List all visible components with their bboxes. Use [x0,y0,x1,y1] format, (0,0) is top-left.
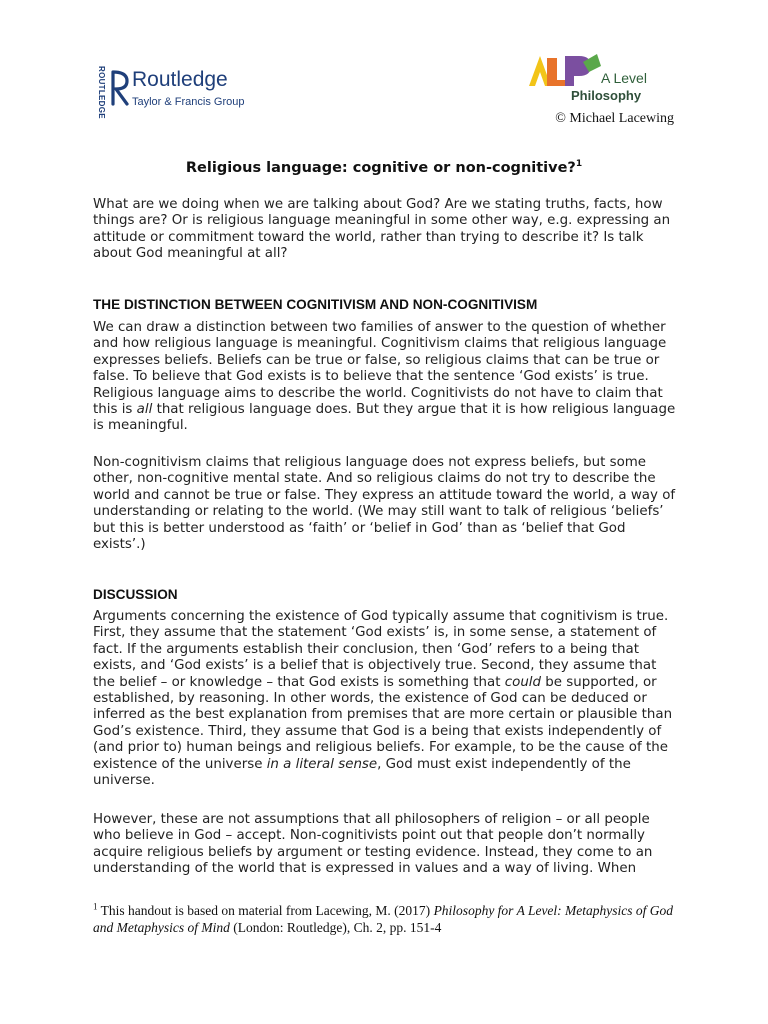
footnote-text: This handout is based on material from Lacewing, M. (2017) [97,903,434,918]
section-heading-discussion: DISCUSSION [93,587,178,602]
discussion-paragraph-2 [93,812,681,878]
routledge-name: Routledge [132,68,228,91]
emphasis-run: all [136,402,153,418]
routledge-logo [94,64,264,119]
footnote-book-title: Philosophy for A Level: Metaphysics of God and Metaphysics of Mind [93,903,674,935]
footnote [93,902,693,936]
text-run: be supported, or established, by reasoning. In other words, the existence of God can be deduced or inferred as the best explanation from premises that are more certain or plausible than God’s existence. Third, they assume that God is a being that exists independently of (and prior to) human beings and religious beliefs. For example, to be the cause of the existence of the universe [93,674,673,772]
intro-text: What are we doing when we are talking about God? Are we stating truths, facts, how things are? Or is religious language meaningful in some other way, e.g. expressing an attitude or commitment toward the world, rather than trying to describe it? Is talk about God meaningful at all? [93,197,671,262]
non-cognitivism-text: Non-cognitivism claims that religious language does not express beliefs, but some other, non-cognitive mental state. And so religious claims do not try to describe the world and cannot be true or false. They express an attitude toward the world, a way of understanding or relating to the world. (We may still want to talk of religious ‘beliefs’ but this is better understood as ‘faith’ or ‘belief in God’ than as ‘belief that God exists’.) [93,455,676,553]
emphasis-run: in a literal sense [266,756,378,772]
document-title [0,160,768,176]
emphasis-run: could [504,674,542,690]
text-run: , God must exist independently of the universe. [93,756,631,789]
alp-line2: Philosophy [571,88,642,103]
title-text: Religious language: cognitive or non-cognitive? [185,160,576,176]
routledge-spine-text: ROUTLEDGE [97,66,106,119]
distinction-paragraph-1 [93,320,681,435]
alp-letters-icon [527,52,607,92]
routledge-group: Taylor & Francis Group [132,96,245,108]
title-footnote-mark: 1 [575,159,583,170]
text-run: Arguments concerning the existence of God typically assume that cognitivism is true. First, they assume that the statement ‘God exists’ is, in some sense, a statement of fact. If the arguments establish their conclusion, then ‘God’ refers to a being that exists, and ‘God exists’ is a belief that is objectively true. Second, they assume that the belief – or knowledge – that God exists is something that [93,609,669,690]
text-run: that religious language does. But they argue that it is how religious language is meaningful. [93,402,676,434]
alp-line1: A Level [601,70,647,86]
routledge-r-icon [110,68,130,108]
footnote-mark: 1 [93,901,98,912]
intro-paragraph [93,197,681,263]
distinction-paragraph-2 [93,455,681,553]
discussion-paragraph-1 [93,609,681,789]
footnote-text-end: (London: Routledge), Ch. 2, pp. 151-4 [229,920,442,935]
section-heading-distinction: THE DISTINCTION BETWEEN COGNITIVISM AND NON-COGNITIVISM [93,297,538,312]
copyright-notice: © Michael Lacewing [555,111,674,126]
routledge-spine [94,66,108,119]
discussion-text-2: However, these are not assumptions that all philosophers of religion – or all people who believe in God – accept. Non-cognitivists point out that people don’t normally acquire religious beliefs by argument or testing evidence. Instead, they come to an understanding of the world that is expressed in values and a way of living. When [93,812,653,877]
a-level-philosophy-logo [527,52,677,108]
text-run: We can draw a distinction between two families of answer to the question of whether and how religious language is meaningful. Cognitivism claims that religious language expresses beliefs. Beliefs can be true or false, so religious claims that can be true or false. To believe that God exists is to believe that the sentence ‘God exists’ is true. Religious language aims to describe the world. Cognitivists do not have to claim that this is [93,320,667,418]
